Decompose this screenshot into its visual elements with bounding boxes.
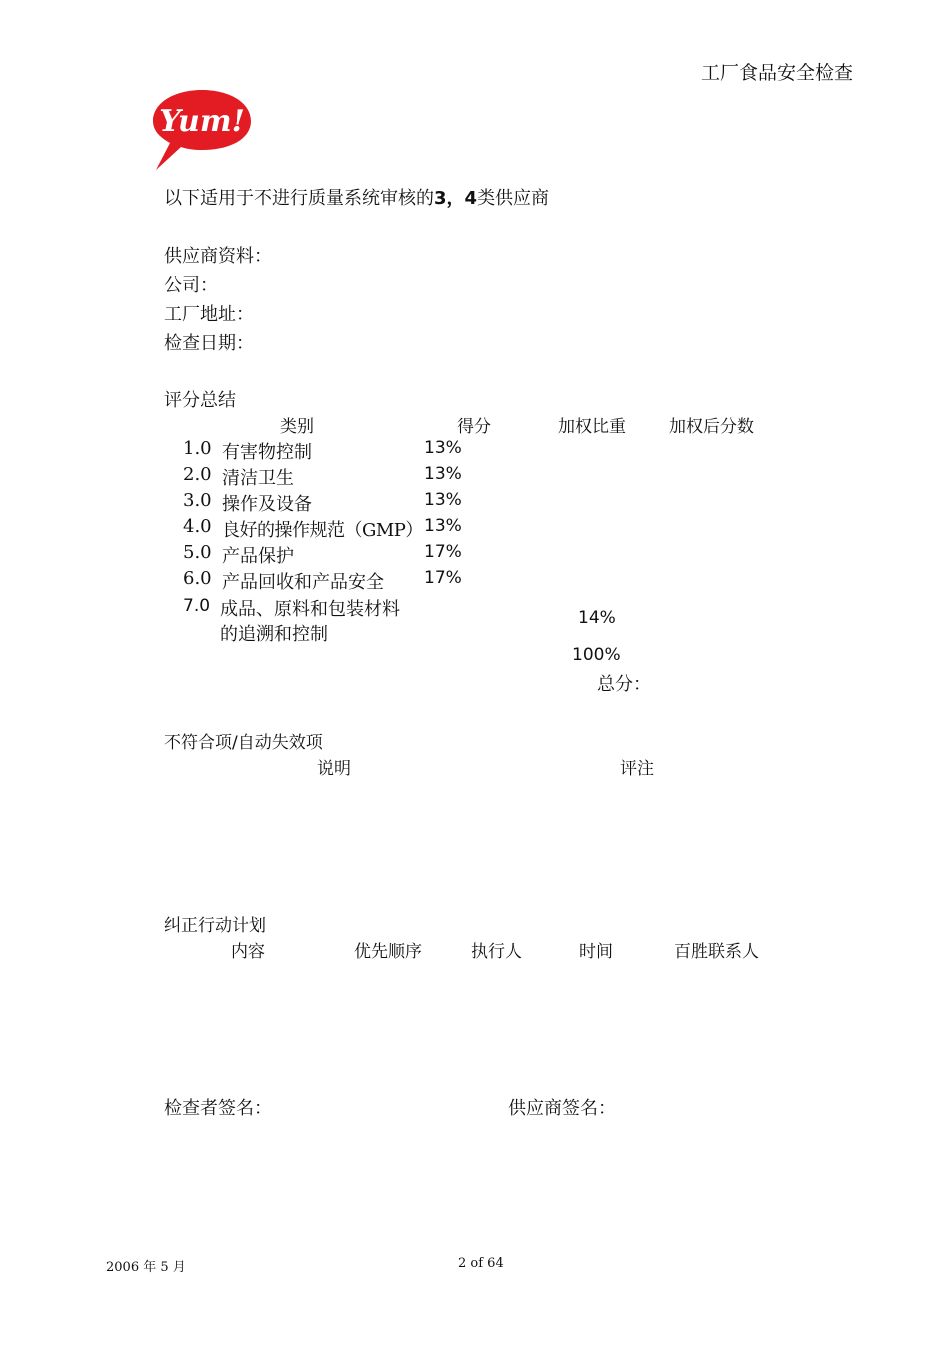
- score-row-num: 7.0: [183, 596, 211, 616]
- footer-date: 2006 年 5 月: [106, 1260, 186, 1275]
- col-header-comments: 评注: [620, 759, 654, 779]
- score-row-name-line1: 成品、原料和包装材料: [220, 599, 400, 620]
- score-row-name-line2: 的追溯和控制: [220, 624, 328, 645]
- col-header-category: 类别: [280, 417, 314, 437]
- footer-page-number: 2 of 64: [458, 1256, 504, 1271]
- score-row-weight: 13%: [424, 490, 462, 510]
- col-header-priority: 优先顺序: [354, 942, 422, 962]
- score-row-num: 2.0: [183, 464, 212, 485]
- yum-logo-graphic: [150, 86, 254, 172]
- col-header-weighted-score: 加权后分数: [669, 417, 754, 437]
- score-row-name: 良好的操作规范（GMP）: [222, 520, 423, 541]
- intro-suffix: 类供应商: [477, 188, 550, 209]
- score-row-weight: 13%: [424, 464, 462, 484]
- score-row-num: 6.0: [183, 568, 212, 589]
- score-row-name: 产品保护: [222, 546, 294, 567]
- corrective-action-title: 纠正行动计划: [164, 916, 266, 936]
- company-label: 公司：: [164, 275, 218, 296]
- logo-text: Yum!: [159, 104, 245, 139]
- intro-bold: 3，4: [434, 188, 478, 209]
- score-summary-title: 评分总结: [164, 390, 236, 411]
- supplier-signature-label: 供应商签名：: [508, 1098, 616, 1119]
- score-row-num: 4.0: [183, 516, 212, 537]
- score-row-weight: 13%: [424, 516, 462, 536]
- score-row-name: 清洁卫生: [222, 468, 294, 489]
- intro-prefix: 以下适用于不进行质量系统审核的: [164, 188, 434, 209]
- col-header-yum-contact: 百胜联系人: [674, 942, 759, 962]
- nonconformity-title: 不符合项/自动失效项: [164, 733, 323, 753]
- yum-logo: [150, 86, 254, 172]
- col-header-score: 得分: [457, 417, 491, 437]
- score-row-weight: 17%: [424, 542, 462, 562]
- score-row-weight: 13%: [424, 438, 462, 458]
- total-score-label: 总分：: [597, 674, 651, 695]
- supplier-info-heading: 供应商资料：: [164, 246, 272, 267]
- score-row-num: 1.0: [183, 438, 212, 459]
- inspector-signature-label: 检查者签名：: [164, 1098, 272, 1119]
- col-header-executor: 执行人: [471, 942, 522, 962]
- page-header-title: 工厂食品安全检查: [700, 62, 853, 84]
- score-row-weight: 14%: [578, 608, 616, 628]
- col-header-content: 内容: [231, 942, 265, 962]
- intro-line: [164, 184, 549, 210]
- score-row-name: 操作及设备: [222, 494, 312, 515]
- total-weight: 100%: [572, 645, 621, 665]
- score-row-num: 5.0: [183, 542, 212, 563]
- score-row-weight: 17%: [424, 568, 462, 588]
- col-header-weight: 加权比重: [558, 417, 626, 437]
- inspection-date-label: 检查日期：: [164, 333, 254, 354]
- factory-address-label: 工厂地址：: [164, 304, 254, 325]
- score-row-name: 产品回收和产品安全: [222, 572, 384, 593]
- score-row-num: 3.0: [183, 490, 212, 511]
- score-row-name: 有害物控制: [222, 442, 312, 463]
- col-header-time: 时间: [579, 942, 613, 962]
- col-header-description: 说明: [317, 759, 351, 779]
